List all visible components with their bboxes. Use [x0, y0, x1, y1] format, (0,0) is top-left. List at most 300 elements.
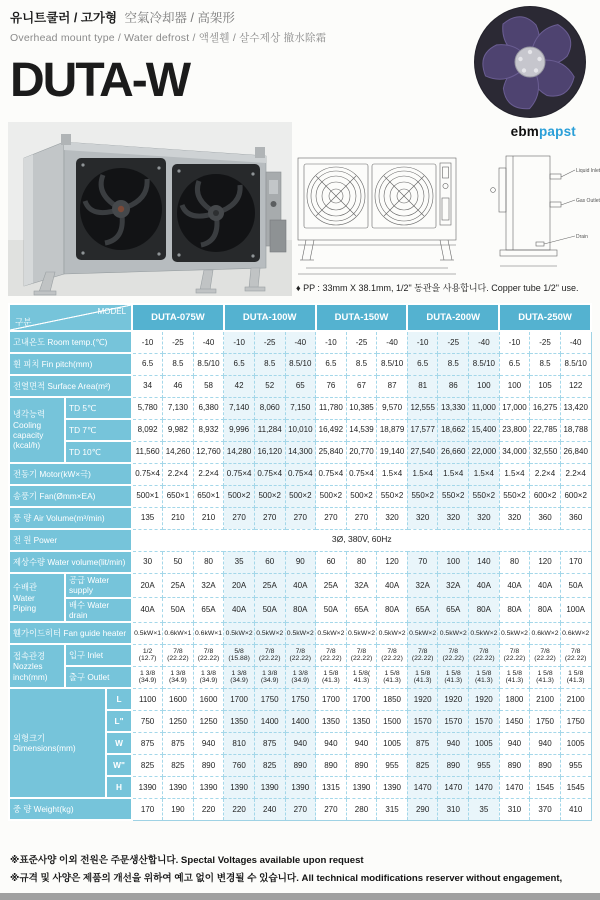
subtitle-line1 — [10, 8, 450, 26]
spec-value: 320 — [469, 507, 500, 529]
spec-value: 1350 — [316, 710, 347, 732]
spec-value: 6.5 — [224, 353, 255, 375]
spec-value: 1 5/8 (41.3) — [316, 666, 347, 688]
ebmpapst-logo-papst: papst — [538, 124, 576, 139]
spec-value: 105 — [530, 375, 561, 397]
ebmpapst-logo-ebm: ebm — [510, 124, 539, 139]
spec-value: 26,660 — [438, 441, 469, 463]
spec-value: 6.5 — [132, 353, 163, 375]
spec-value: 2.2×4 — [163, 463, 194, 485]
spec-value: 2100 — [530, 688, 561, 710]
page-title: DUTA-W — [10, 54, 190, 107]
spec-value: 1 5/8 (41.3) — [469, 666, 500, 688]
spec-value: 1250 — [163, 710, 194, 732]
spec-value: 7/8 (22.22) — [193, 644, 224, 666]
spec-value: 500×1 — [132, 485, 163, 507]
table-row — [9, 798, 591, 820]
spec-value: 5/8 (15.88) — [224, 644, 255, 666]
table-row — [9, 644, 591, 666]
spec-value: 825 — [254, 754, 285, 776]
spec-value: 1545 — [530, 776, 561, 798]
model-header: DUTA-150W — [316, 304, 408, 331]
spec-value: 23,800 — [499, 419, 530, 441]
spec-value: 825 — [407, 754, 438, 776]
spec-value: 1 3/8 (34.9) — [193, 666, 224, 688]
spec-value: 135 — [132, 507, 163, 529]
spec-value: 600×2 — [560, 485, 591, 507]
table-row — [9, 375, 591, 397]
spec-value: 90 — [285, 551, 316, 573]
spec-value: 50A — [163, 598, 194, 623]
spec-value: 1 3/8 (34.9) — [224, 666, 255, 688]
row-sub-label: TD 5℃ — [65, 397, 132, 419]
spec-value: 11,560 — [132, 441, 163, 463]
table-row — [9, 598, 591, 623]
page-header — [10, 8, 450, 108]
row-group-label: 수배관 Water Piping — [9, 573, 65, 622]
spec-value: 890 — [530, 754, 561, 776]
spec-value: 18,662 — [438, 419, 469, 441]
spec-value: 320 — [377, 507, 408, 529]
spec-value: 65A — [438, 598, 469, 623]
spec-value: 1570 — [438, 710, 469, 732]
spec-value: 50A — [254, 598, 285, 623]
spec-value: 40A — [132, 598, 163, 623]
spec-value: 10,385 — [346, 397, 377, 419]
spec-value: 1700 — [346, 688, 377, 710]
spec-value: 67 — [346, 375, 377, 397]
spec-value: 1750 — [254, 688, 285, 710]
footnote-2: ※규격 및 사양은 제품의 개선을 위하여 예고 없이 변경될 수 있습니다. All technical modifications reserver without engagement, — [10, 872, 563, 884]
spec-value: 40A — [377, 573, 408, 598]
spec-value: 1920 — [438, 688, 469, 710]
spec-value: 1920 — [469, 688, 500, 710]
table-row — [9, 688, 591, 710]
spec-value: 1 5/8 (41.3) — [560, 666, 591, 688]
spec-value: 7/8 (22.22) — [254, 644, 285, 666]
spec-value: 1005 — [469, 732, 500, 754]
spec-value: 20A — [224, 573, 255, 598]
product-photo — [8, 122, 292, 296]
spec-value: 890 — [438, 754, 469, 776]
spec-value: 6.5 — [499, 353, 530, 375]
spec-value: 1400 — [285, 710, 316, 732]
spec-value: -40 — [377, 331, 408, 353]
model-header: DUTA-100W — [224, 304, 316, 331]
row-sub-label: 입구 Inlet — [65, 644, 132, 666]
spec-value: 875 — [407, 732, 438, 754]
row-label: 제상수량 Water volume(lit/min) — [9, 551, 132, 573]
spec-value: 1390 — [132, 776, 163, 798]
spec-value: 825 — [163, 754, 194, 776]
pp-note: ♦ PP : 33mm X 38.1mm, 1/2" 동관을 사용합니다. Copper tube 1/2" use. — [296, 283, 579, 293]
spec-value: 1005 — [560, 732, 591, 754]
spec-value: 8.5 — [530, 353, 561, 375]
spec-value: 550×2 — [438, 485, 469, 507]
table-row — [9, 485, 591, 507]
table-row — [9, 507, 591, 529]
spec-value: 1500 — [377, 710, 408, 732]
spec-value: 210 — [193, 507, 224, 529]
spec-value: 500×2 — [254, 485, 285, 507]
spec-value: 8.5/10 — [469, 353, 500, 375]
spec-value: 8,932 — [193, 419, 224, 441]
spec-value: 9,570 — [377, 397, 408, 419]
spec-value: 955 — [377, 754, 408, 776]
table-row — [9, 331, 591, 353]
spec-value: 0.5kW×2 — [316, 622, 347, 644]
spec-value-span: 3Ø, 380V, 60Hz — [132, 529, 591, 551]
spec-value: 1.5×4 — [469, 463, 500, 485]
spec-value: 32A — [438, 573, 469, 598]
spec-value: 550×2 — [499, 485, 530, 507]
spec-value: 0.5kW×2 — [346, 622, 377, 644]
table-row — [9, 529, 591, 551]
spec-value: 220 — [193, 798, 224, 820]
spec-value: 500×2 — [224, 485, 255, 507]
spec-value: 11,000 — [469, 397, 500, 419]
spec-value: 8.5 — [254, 353, 285, 375]
spec-value: 1470 — [469, 776, 500, 798]
table-row — [9, 441, 591, 463]
spec-value: 940 — [438, 732, 469, 754]
spec-value: 320 — [499, 507, 530, 529]
label-gas-outlet: Gas Outlet — [576, 198, 600, 204]
spec-value: -40 — [560, 331, 591, 353]
spec-value: 190 — [163, 798, 194, 820]
spec-value: 8.5/10 — [193, 353, 224, 375]
spec-value: 25A — [254, 573, 285, 598]
model-header: DUTA-200W — [407, 304, 499, 331]
spec-value: 0.6kW×1 — [163, 622, 194, 644]
spec-value: 1570 — [407, 710, 438, 732]
technical-drawing — [292, 150, 600, 280]
spec-value: 8.5/10 — [377, 353, 408, 375]
spec-value: 16,492 — [316, 419, 347, 441]
spec-value: 80 — [499, 551, 530, 573]
spec-value: 12,760 — [193, 441, 224, 463]
spec-value: 1350 — [224, 710, 255, 732]
spec-value: 7/8 (22.22) — [438, 644, 469, 666]
spec-value: 1250 — [193, 710, 224, 732]
row-label: 고내온도 Room temp.(℃) — [9, 331, 132, 353]
spec-value: 890 — [346, 754, 377, 776]
spec-value: 875 — [254, 732, 285, 754]
spec-value: 80A — [499, 598, 530, 623]
spec-value: 550×2 — [469, 485, 500, 507]
spec-value: 0.5kW×2 — [438, 622, 469, 644]
spec-value: 1/2 (12.7) — [132, 644, 163, 666]
spec-value: 40A — [285, 573, 316, 598]
spec-value: 14,539 — [346, 419, 377, 441]
spec-value: 80A — [285, 598, 316, 623]
spec-value: 270 — [285, 798, 316, 820]
row-sub-label: L — [106, 688, 132, 710]
spec-value: 875 — [163, 732, 194, 754]
row-label: 휀가이드히터 Fan guide heater — [9, 622, 132, 644]
spec-value: 410 — [560, 798, 591, 820]
spec-value: 100 — [438, 551, 469, 573]
row-sub-label: TD 7℃ — [65, 419, 132, 441]
spec-value: 940 — [346, 732, 377, 754]
subtitle-hanja: 空氣冷却器 / 高架形 — [124, 11, 235, 25]
spec-value: 890 — [499, 754, 530, 776]
spec-value: 1 3/8 (34.9) — [254, 666, 285, 688]
spec-value: 1.5×4 — [407, 463, 438, 485]
spec-value: -10 — [316, 331, 347, 353]
spec-value: 955 — [469, 754, 500, 776]
spec-value: 550×2 — [377, 485, 408, 507]
fan-image — [462, 4, 594, 124]
spec-value: 1470 — [499, 776, 530, 798]
spec-value: -25 — [254, 331, 285, 353]
row-label: 중 량 Weight(kg) — [9, 798, 132, 820]
table-row — [9, 622, 591, 644]
spec-value: 1005 — [377, 732, 408, 754]
row-group-label: 외형크기 Dimensions(mm) — [9, 688, 106, 798]
spec-value: 1100 — [132, 688, 163, 710]
spec-value: 65A — [407, 598, 438, 623]
corner-label: MODEL — [97, 307, 127, 316]
spec-value: 8,060 — [254, 397, 285, 419]
spec-value: 1 5/8 (41.3) — [499, 666, 530, 688]
spec-value: 25A — [163, 573, 194, 598]
spec-value: 13,330 — [438, 397, 469, 419]
spec-value: 0.5kW×2 — [469, 622, 500, 644]
table-row — [9, 419, 591, 441]
spec-value: 1315 — [316, 776, 347, 798]
spec-value: 650×1 — [163, 485, 194, 507]
spec-value: 170 — [560, 551, 591, 573]
spec-value: 1750 — [285, 688, 316, 710]
spec-value: 20,770 — [346, 441, 377, 463]
table-row — [9, 666, 591, 688]
spec-value: 87 — [377, 375, 408, 397]
spec-value: 550×2 — [407, 485, 438, 507]
spec-value: 1390 — [285, 776, 316, 798]
spec-value: 760 — [224, 754, 255, 776]
spec-value: 16,275 — [530, 397, 561, 419]
footnotes — [10, 852, 594, 887]
spec-value: 210 — [163, 507, 194, 529]
table-row — [9, 463, 591, 485]
spec-value: 1750 — [560, 710, 591, 732]
spec-value: 17,577 — [407, 419, 438, 441]
label-liquid-inlet: Liquid Inlet — [576, 168, 600, 174]
spec-value: 81 — [407, 375, 438, 397]
spec-value: 1 3/8 (34.9) — [132, 666, 163, 688]
row-label: 송풍기 Fan(Ømm×EA) — [9, 485, 132, 507]
spec-value: 65A — [193, 598, 224, 623]
spec-value: 122 — [560, 375, 591, 397]
row-label: 전 원 Power — [9, 529, 132, 551]
spec-value: 8.5 — [163, 353, 194, 375]
spec-value: -40 — [469, 331, 500, 353]
spec-value: 120 — [377, 551, 408, 573]
spec-value: 46 — [163, 375, 194, 397]
spec-value: -10 — [499, 331, 530, 353]
table-row — [9, 353, 591, 375]
spec-value: 0.6kW×2 — [560, 622, 591, 644]
spec-value: 22,785 — [530, 419, 561, 441]
spec-value: -25 — [163, 331, 194, 353]
spec-value: 1 5/8 (41.3) — [407, 666, 438, 688]
spec-value: -25 — [346, 331, 377, 353]
spec-value: 9,996 — [224, 419, 255, 441]
spec-value: 890 — [316, 754, 347, 776]
spec-value: 11,780 — [316, 397, 347, 419]
spec-value: 270 — [224, 507, 255, 529]
spec-value: 1.5×4 — [499, 463, 530, 485]
spec-value: 0.5kW×2 — [224, 622, 255, 644]
spec-value: 7/8 (22.22) — [499, 644, 530, 666]
row-label: 풍 량 Air Volume(m³/min) — [9, 507, 132, 529]
spec-value: 1 5/8 (41.3) — [530, 666, 561, 688]
spec-value: 1.5×4 — [377, 463, 408, 485]
spec-value: 1390 — [254, 776, 285, 798]
spec-value: 60 — [254, 551, 285, 573]
spec-value: 940 — [285, 732, 316, 754]
spec-value: 14,260 — [163, 441, 194, 463]
spec-value: 270 — [254, 507, 285, 529]
spec-value: 890 — [193, 754, 224, 776]
spec-value: -25 — [530, 331, 561, 353]
spec-value: -40 — [285, 331, 316, 353]
spec-value: 0.5kW×1 — [132, 622, 163, 644]
spec-value: 1 5/8 (41.3) — [377, 666, 408, 688]
spec-value: 7,150 — [285, 397, 316, 419]
spec-value: 7/8 (22.22) — [560, 644, 591, 666]
subtitle-korean: 유니트쿨러 / 고가형 — [10, 11, 118, 25]
spec-value: 6.5 — [316, 353, 347, 375]
spec-value: 13,420 — [560, 397, 591, 419]
spec-value: 750 — [132, 710, 163, 732]
spec-value: 0.6kW×1 — [193, 622, 224, 644]
spec-value: 0.5kW×2 — [285, 622, 316, 644]
spec-value: 8.5 — [346, 353, 377, 375]
spec-value: 875 — [132, 732, 163, 754]
spec-value: 35 — [469, 798, 500, 820]
row-label: 휜 피치 Fin pitch(mm) — [9, 353, 132, 375]
spec-value: 600×2 — [530, 485, 561, 507]
spec-value: 270 — [285, 507, 316, 529]
spec-value: 0.75×4 — [316, 463, 347, 485]
spec-value: 22,000 — [469, 441, 500, 463]
spec-value: 0.5kW×2 — [377, 622, 408, 644]
spec-value: 310 — [438, 798, 469, 820]
spec-value: 270 — [316, 507, 347, 529]
spec-value: 25,840 — [316, 441, 347, 463]
table-row — [9, 573, 591, 598]
spec-value: 80 — [346, 551, 377, 573]
spec-value: 32A — [407, 573, 438, 598]
spec-value: 17,000 — [499, 397, 530, 419]
spec-value: 120 — [530, 551, 561, 573]
spec-value: 40A — [224, 598, 255, 623]
spec-value: 290 — [407, 798, 438, 820]
fan-photo — [462, 4, 594, 129]
spec-value: 2.2×4 — [193, 463, 224, 485]
spec-value: 1700 — [316, 688, 347, 710]
spec-value: 7/8 (22.22) — [346, 644, 377, 666]
spec-value: 890 — [285, 754, 316, 776]
spec-value: 35 — [224, 551, 255, 573]
spec-value: 170 — [132, 798, 163, 820]
spec-value: 310 — [499, 798, 530, 820]
spec-value: 6.5 — [407, 353, 438, 375]
spec-value: 16,120 — [254, 441, 285, 463]
spec-value: 315 — [377, 798, 408, 820]
spec-value: 320 — [438, 507, 469, 529]
label-drain: Drain — [576, 234, 588, 240]
spec-value: 7/8 (22.22) — [316, 644, 347, 666]
spec-value: 0.5kW×2 — [499, 622, 530, 644]
spec-value: 8,092 — [132, 419, 163, 441]
spec-value: 11,284 — [254, 419, 285, 441]
model-header: DUTA-075W — [132, 304, 224, 331]
spec-value: 1600 — [163, 688, 194, 710]
spec-value: 80 — [193, 551, 224, 573]
spec-value: 1920 — [407, 688, 438, 710]
bottom-bar — [0, 893, 600, 900]
spec-value: 1 3/8 (34.9) — [285, 666, 316, 688]
spec-value: 76 — [316, 375, 347, 397]
spec-value: 940 — [530, 732, 561, 754]
spec-value: 15,400 — [469, 419, 500, 441]
corner-label: 구분 — [15, 317, 32, 327]
spec-value: 7/8 (22.22) — [407, 644, 438, 666]
spec-value: 6,380 — [193, 397, 224, 419]
spec-value: 825 — [132, 754, 163, 776]
spec-value: 100 — [469, 375, 500, 397]
spec-value: 52 — [254, 375, 285, 397]
spec-value: 32A — [346, 573, 377, 598]
spec-value: -25 — [438, 331, 469, 353]
row-group-label: 냉각능력 Cooling capacity (kcal/h) — [9, 397, 65, 463]
ebmpapst-logo — [511, 124, 576, 139]
row-sub-label: TD 10℃ — [65, 441, 132, 463]
spec-value: 1600 — [193, 688, 224, 710]
spec-value: 1750 — [530, 710, 561, 732]
spec-value: 220 — [224, 798, 255, 820]
spec-value: 0.5kW×2 — [254, 622, 285, 644]
spec-value: 19,140 — [377, 441, 408, 463]
model-header: DUTA-250W — [499, 304, 591, 331]
spec-value: 270 — [346, 507, 377, 529]
spec-value: 50A — [316, 598, 347, 623]
spec-value: 8.5 — [438, 353, 469, 375]
spec-value: 100A — [560, 598, 591, 623]
spec-value: 18,879 — [377, 419, 408, 441]
spec-value: 20A — [132, 573, 163, 598]
spec-value: 14,280 — [224, 441, 255, 463]
spec-value: 2100 — [560, 688, 591, 710]
spec-value: 27,540 — [407, 441, 438, 463]
spec-value: 42 — [224, 375, 255, 397]
spec-value: 7/8 (22.22) — [163, 644, 194, 666]
spec-value: 955 — [560, 754, 591, 776]
row-sub-label: 배수 Water drain — [65, 598, 132, 623]
spec-value: 30 — [132, 551, 163, 573]
spec-value: 7/8 (22.22) — [377, 644, 408, 666]
spec-value: 360 — [530, 507, 561, 529]
row-sub-label: 출구 Outlet — [65, 666, 132, 688]
spec-value: 0.5kW×2 — [407, 622, 438, 644]
spec-value: -10 — [407, 331, 438, 353]
spec-value: 1470 — [438, 776, 469, 798]
spec-value: 1450 — [499, 710, 530, 732]
spec-value: -40 — [193, 331, 224, 353]
